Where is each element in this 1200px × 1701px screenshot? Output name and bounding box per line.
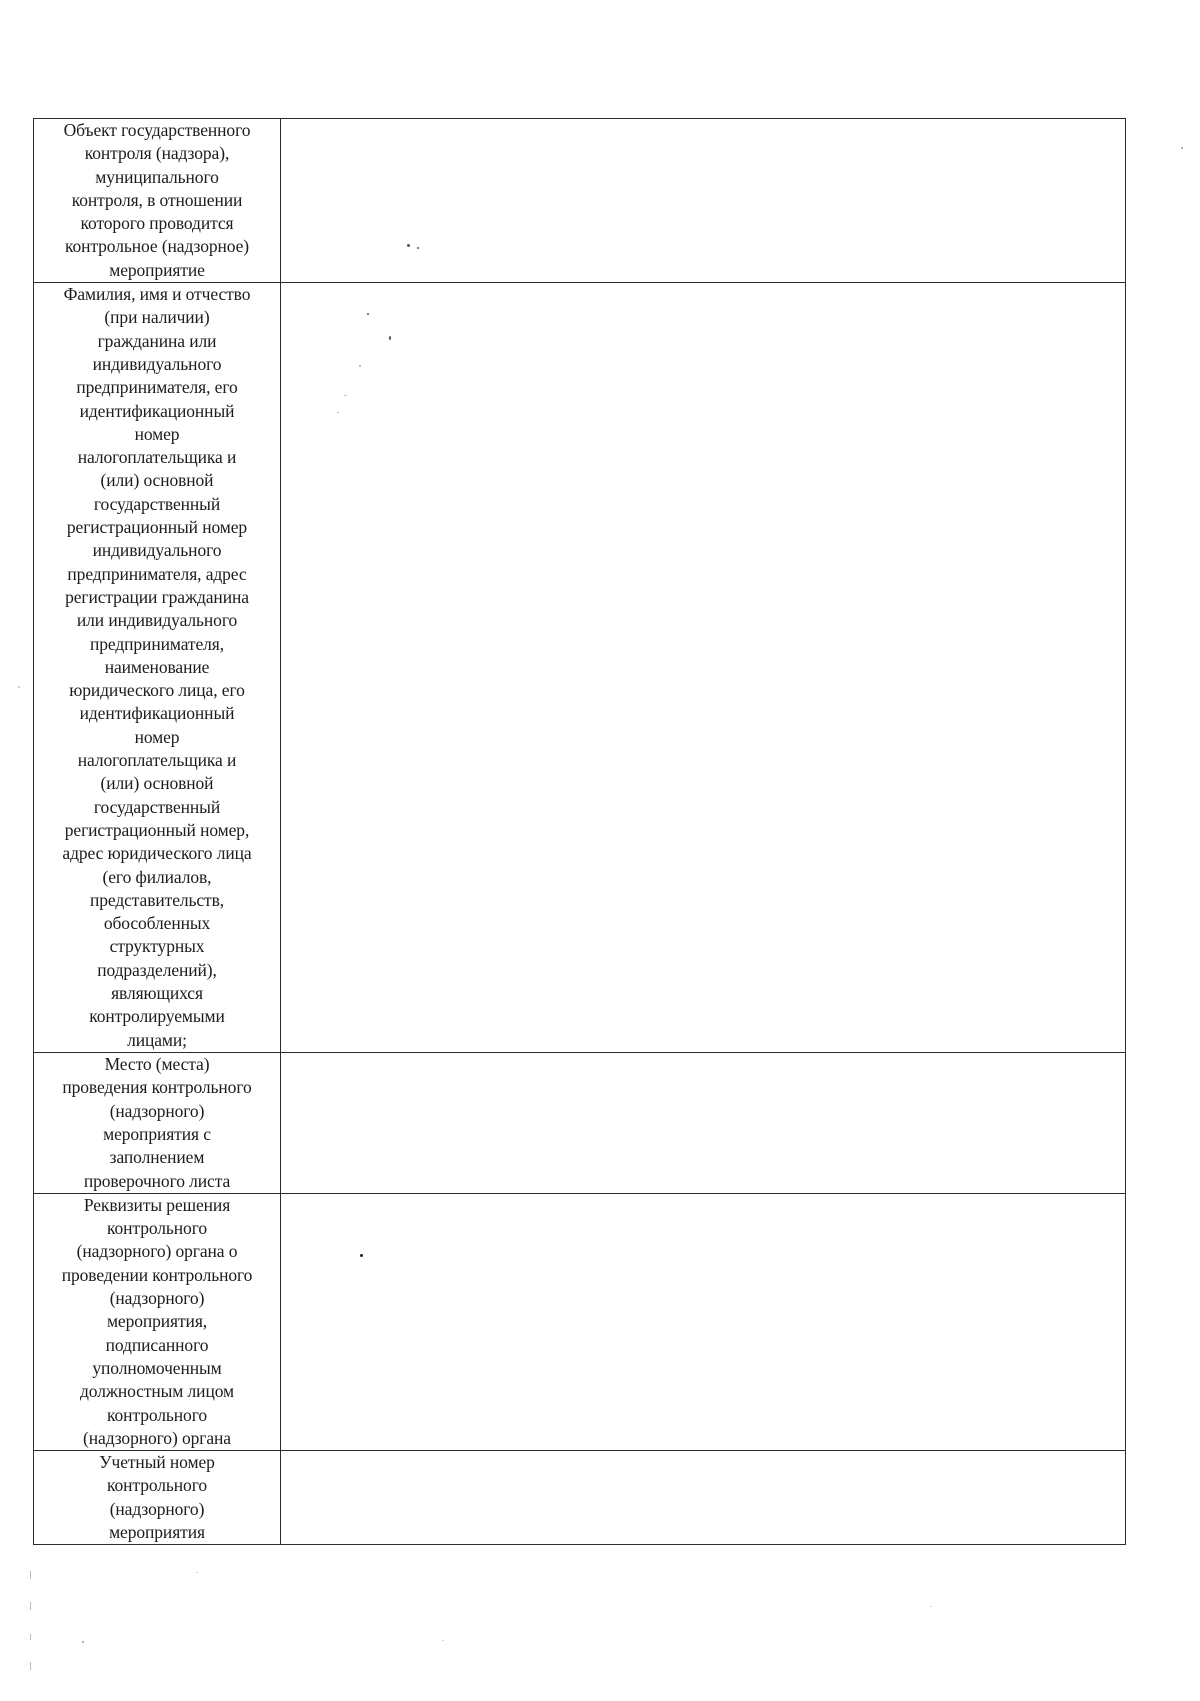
- label-registration-number: [34, 1451, 281, 1545]
- table-row-place: [34, 1053, 1126, 1194]
- label-decision-details: [34, 1193, 281, 1450]
- label-place-text: Место (места) проведения контрольного (надзорного) мероприятия с заполнением проверочного листа: [62, 1054, 252, 1191]
- scan-speck: [30, 1602, 31, 1610]
- checklist-header-table: [33, 118, 1126, 1545]
- scan-speck: [30, 1571, 31, 1579]
- scan-speck: [82, 1641, 84, 1643]
- table-row-registration-number: [34, 1451, 1126, 1545]
- value-controlled-person: [281, 283, 1126, 1053]
- scan-speck: [18, 686, 20, 688]
- scan-speck: [196, 1572, 198, 1573]
- table-row-decision-details: [34, 1193, 1126, 1450]
- label-registration-number-text: Учетный номер контрольного (надзорного) мероприятия: [99, 1452, 215, 1543]
- scan-speck: [1181, 147, 1183, 149]
- scan-speck: [389, 336, 391, 340]
- table-row-controlled-person: [34, 283, 1126, 1053]
- value-control-object: [281, 119, 1126, 283]
- label-place: [34, 1053, 281, 1194]
- scan-speck: [30, 1662, 31, 1670]
- value-registration-number: [281, 1451, 1126, 1545]
- scan-speck: [367, 313, 369, 315]
- label-control-object-text: Объект государственного контроля (надзора), муниципального контроля, в отношении которого проводится контрольное (надзорное) мероприятие: [63, 120, 251, 280]
- scan-speck: [407, 244, 410, 247]
- scan-speck: [344, 395, 347, 396]
- value-decision-details: [281, 1193, 1126, 1450]
- label-control-object: [34, 119, 281, 283]
- scan-speck: [359, 365, 361, 367]
- scan-speck: [930, 1606, 932, 1607]
- label-controlled-person-text: Фамилия, имя и отчество (при наличии) гражданина или индивидуального предпринимателя, его идентификационный номер налогоплательщика и (или) основной государственный регистрационный номер индивидуального предпринимателя, адрес регистрации гражданина или индивидуального предпринимателя, наименование юридического лица, его идентификационный номер налогоплательщика и (или) основной государственный регистрационный номер, адрес юридического лица (его филиалов, представительств, обособленных структурных подразделений), являющихся контролируемыми лицами;: [62, 284, 252, 1050]
- label-decision-details-text: Реквизиты решения контрольного (надзорного) органа о проведении контрольного (надзорного) мероприятия, подписанного уполномоченным должностным лицом контрольного (надзорного) органа: [61, 1194, 253, 1448]
- scan-speck: [417, 247, 419, 249]
- scan-speck: [30, 1634, 31, 1640]
- label-controlled-person: [34, 283, 281, 1053]
- table-row-control-object: [34, 119, 1126, 283]
- scan-speck: [337, 412, 339, 413]
- scan-speck: [360, 1254, 363, 1257]
- value-place: [281, 1053, 1126, 1194]
- scan-speck: [442, 1640, 444, 1641]
